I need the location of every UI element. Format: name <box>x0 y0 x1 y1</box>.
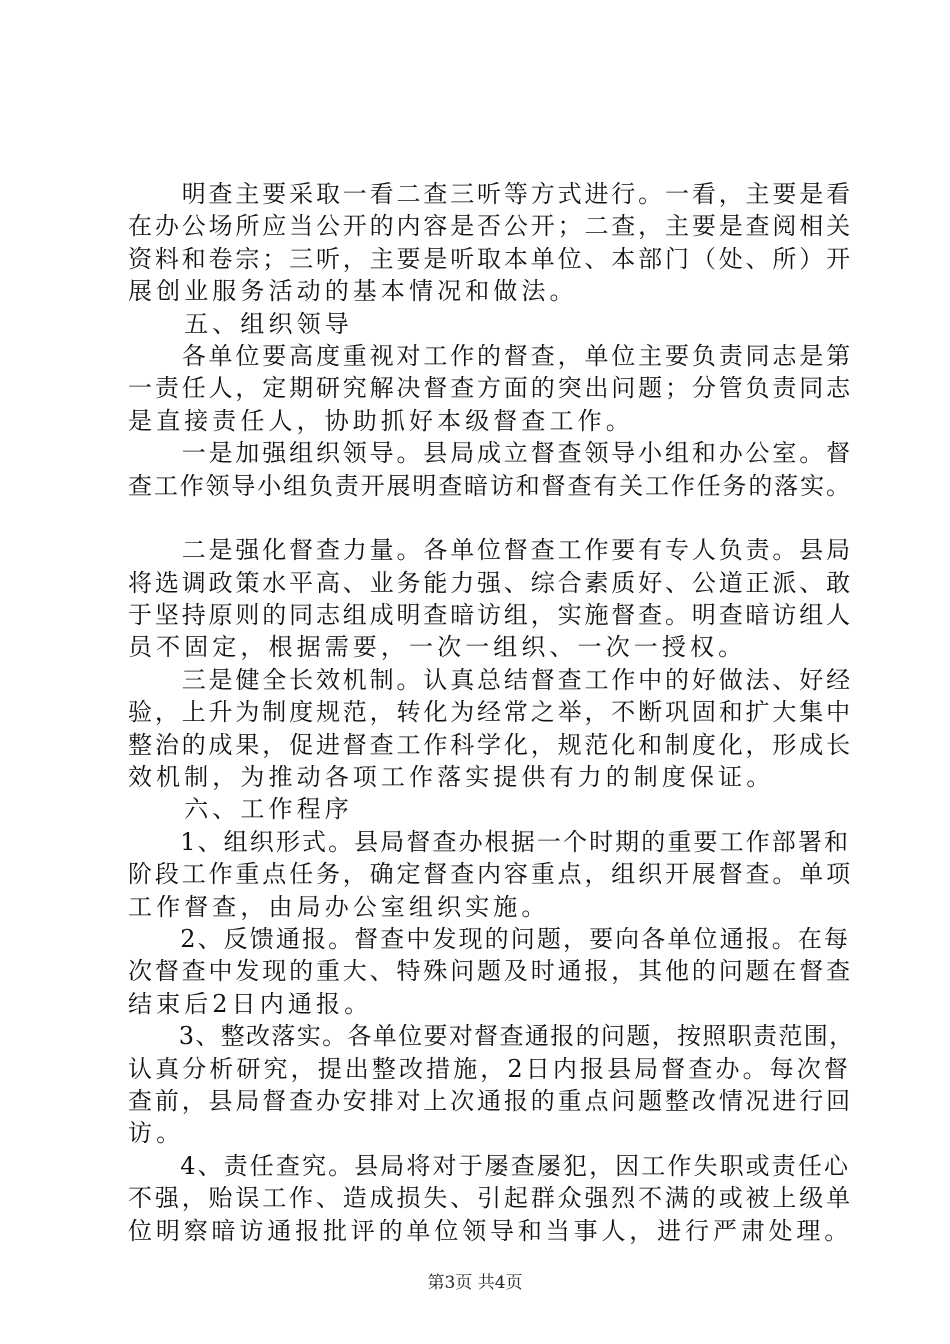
text-line: 1、组织形式。县局督查办根据一个时期的重要工作部署和 <box>128 827 851 856</box>
blank-line <box>128 502 854 534</box>
text-line: 各单位要高度重视对工作的督查，单位主要负责同志是第 <box>128 341 853 370</box>
text-line: 结束后2日内通报。 <box>128 989 373 1018</box>
text-line: 验，上升为制度规范，转化为经常之举，不断巩固和扩大集中 <box>128 698 853 727</box>
page-footer <box>0 1273 950 1293</box>
text-line: 三是健全长效机制。认真总结督查工作中的好做法、好经 <box>128 665 853 694</box>
text-line: 是直接责任人，协助抓好本级督查工作。 <box>128 406 634 435</box>
text-line: 工作督查，由局办公室组织实施。 <box>128 892 550 921</box>
text-line: 查工作领导小组负责开展明查暗访和督查有关工作任务的落实。 <box>128 471 852 500</box>
text-line: 一是加强组织领导。县局成立督查领导小组和办公室。督 <box>128 439 853 468</box>
text-line: 资料和卷宗；三听，主要是听取本单位、本部门（处、所）开 <box>128 244 853 273</box>
text-line: 位明察暗访通报批评的单位领导和当事人，进行严肃处理。 <box>128 1216 853 1245</box>
text-line: 查前，县局督查办安排对上次通报的重点问题整改情况进行回 <box>128 1086 853 1115</box>
text-line: 不强，贻误工作、造成损失、引起群众强烈不满的或被上级单 <box>128 1184 853 1213</box>
text-line: 员不固定，根据需要，一次一组织、一次一授权。 <box>128 633 747 662</box>
text-line: 次督查中发现的重大、特殊问题及时通报，其他的问题在督查 <box>128 957 853 986</box>
page-number: 第3页 共4页 <box>427 1273 523 1293</box>
text-line: 认真分析研究，提出整改措施，2日内报县局督查办。每次督 <box>128 1054 851 1083</box>
text-line: 一责任人，定期研究解决督查方面的突出问题；分管负责同志 <box>128 374 853 403</box>
text-line: 将选调政策水平高、业务能力强、综合素质好、公道正派、敢 <box>128 568 853 597</box>
text-line: 访。 <box>128 1119 185 1148</box>
text-line: 阶段工作重点任务，确定督查内容重点，组织开展督查。单项 <box>128 860 853 889</box>
text-line: 2、反馈通报。督查中发现的问题，要向各单位通报。在每 <box>128 924 851 953</box>
text-line: 于坚持原则的同志组成明查暗访组，实施督查。明查暗访组人 <box>128 601 853 630</box>
text-line: 明查主要采取一看二查三听等方式进行。一看，主要是看 <box>128 180 853 208</box>
text-line: 二是强化督查力量。各单位督查工作要有专人负责。县局 <box>128 536 853 565</box>
text-line: 五、组织领导 <box>128 309 353 338</box>
text-line: 在办公场所应当公开的内容是否公开；二查，主要是查阅相关 <box>128 212 853 241</box>
document-body <box>128 178 854 1247</box>
text-line: 整治的成果，促进督查工作科学化，规范化和制度化，形成长 <box>128 730 853 759</box>
text-line: 效机制，为推动各项工作落实提供有力的制度保证。 <box>128 763 775 792</box>
text-line: 展创业服务活动的基本情况和做法。 <box>128 277 578 306</box>
text-line: 3、整改落实。各单位要对督查通报的问题，按照职责范围， <box>128 1022 855 1051</box>
text-line: 4、责任查究。县局将对于屡查屡犯，因工作失职或责任心 <box>128 1151 851 1180</box>
text-line: 六、工作程序 <box>128 795 353 824</box>
